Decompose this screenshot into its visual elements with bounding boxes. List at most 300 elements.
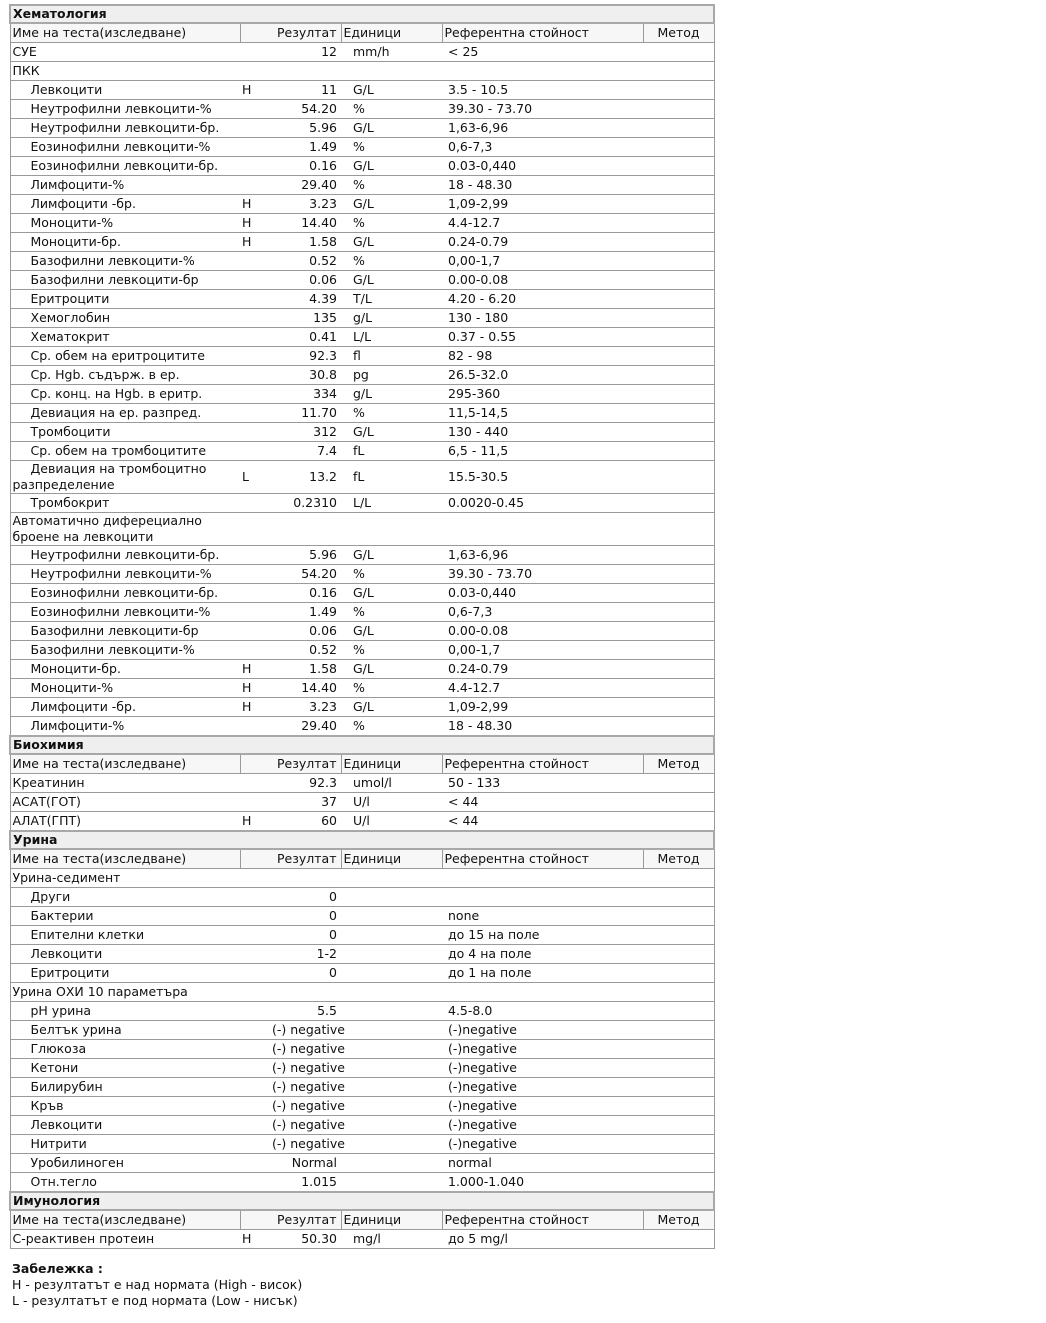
reference-range: до 5 mg/l bbox=[442, 1230, 643, 1249]
unit: G/L bbox=[341, 660, 442, 679]
reference-range: (-)negative bbox=[442, 1097, 643, 1116]
result: 7.4 bbox=[270, 442, 341, 461]
test-name: Левкоцити bbox=[10, 945, 240, 964]
method bbox=[643, 62, 714, 81]
flag bbox=[240, 385, 270, 404]
flag bbox=[240, 328, 270, 347]
result: 135 bbox=[270, 309, 341, 328]
table-row bbox=[10, 698, 714, 717]
method bbox=[643, 1078, 714, 1097]
method bbox=[643, 442, 714, 461]
unit: U/l bbox=[341, 812, 442, 832]
col-name: Име на теста(изследване) bbox=[10, 849, 240, 869]
reference-range: 39.30 - 73.70 bbox=[442, 100, 643, 119]
unit bbox=[341, 983, 442, 1002]
test-name: Базофилни левкоцити-% bbox=[10, 641, 240, 660]
method bbox=[643, 271, 714, 290]
method bbox=[643, 641, 714, 660]
unit: L/L bbox=[341, 328, 442, 347]
method bbox=[643, 385, 714, 404]
reference-range: 0.24-0.79 bbox=[442, 660, 643, 679]
reference-range bbox=[442, 513, 643, 546]
method bbox=[643, 1040, 714, 1059]
flag bbox=[240, 494, 270, 513]
result: 312 bbox=[270, 423, 341, 442]
col-method: Метод bbox=[643, 754, 714, 774]
test-name: Еозинофилни левкоцити-% bbox=[10, 603, 240, 622]
flag bbox=[240, 309, 270, 328]
reference-range: 0,00-1,7 bbox=[442, 252, 643, 271]
result: 0.06 bbox=[270, 622, 341, 641]
method bbox=[643, 793, 714, 812]
unit: fL bbox=[341, 442, 442, 461]
table-row bbox=[10, 100, 714, 119]
flag bbox=[240, 1002, 270, 1021]
unit bbox=[341, 1116, 442, 1135]
reference-range bbox=[442, 869, 643, 888]
table-row bbox=[10, 1040, 714, 1059]
flag: H bbox=[240, 679, 270, 698]
method bbox=[643, 1173, 714, 1193]
table-row bbox=[10, 423, 714, 442]
test-name: Креатинин bbox=[10, 774, 240, 793]
unit: % bbox=[341, 641, 442, 660]
unit: G/L bbox=[341, 81, 442, 100]
test-name: Урина ОХИ 10 параметъра bbox=[10, 983, 240, 1002]
method bbox=[643, 290, 714, 309]
result: 12 bbox=[270, 43, 341, 62]
test-name: Еозинофилни левкоцити-бр. bbox=[10, 584, 240, 603]
flag bbox=[240, 157, 270, 176]
method bbox=[643, 157, 714, 176]
result: 0 bbox=[270, 926, 341, 945]
unit: T/L bbox=[341, 290, 442, 309]
method bbox=[643, 328, 714, 347]
unit bbox=[341, 888, 442, 907]
table-row bbox=[10, 1135, 714, 1154]
unit: % bbox=[341, 214, 442, 233]
reference-range: 0.00-0.08 bbox=[442, 271, 643, 290]
unit: G/L bbox=[341, 195, 442, 214]
test-name: Уробилиноген bbox=[10, 1154, 240, 1173]
result: 5.5 bbox=[270, 1002, 341, 1021]
test-name: Неутрофилни левкоцити-% bbox=[10, 100, 240, 119]
flag: H bbox=[240, 698, 270, 717]
table-row bbox=[10, 774, 714, 793]
method bbox=[643, 43, 714, 62]
table-row bbox=[10, 233, 714, 252]
table-row bbox=[10, 1154, 714, 1173]
section-header bbox=[10, 1192, 714, 1210]
table-row bbox=[10, 404, 714, 423]
test-name: Други bbox=[10, 888, 240, 907]
unit: G/L bbox=[341, 622, 442, 641]
method bbox=[643, 176, 714, 195]
result: 11 bbox=[270, 81, 341, 100]
reference-range: < 44 bbox=[442, 793, 643, 812]
flag bbox=[240, 1097, 270, 1116]
method bbox=[643, 907, 714, 926]
note-line-low: L - резултатът е под нормата (Low - нисък) bbox=[12, 1293, 298, 1308]
reference-range: 4.20 - 6.20 bbox=[442, 290, 643, 309]
table-row bbox=[10, 157, 714, 176]
test-name: Еритроцити bbox=[10, 290, 240, 309]
col-unit: Единици bbox=[341, 1210, 442, 1230]
result: 14.40 bbox=[270, 214, 341, 233]
col-unit: Единици bbox=[341, 23, 442, 43]
col-method: Метод bbox=[643, 849, 714, 869]
note-title: Забележка : bbox=[12, 1261, 103, 1276]
col-name: Име на теста(изследване) bbox=[10, 23, 240, 43]
method bbox=[643, 945, 714, 964]
method bbox=[643, 309, 714, 328]
unit: % bbox=[341, 100, 442, 119]
col-result: Резултат bbox=[240, 849, 341, 869]
method bbox=[643, 622, 714, 641]
flag bbox=[240, 347, 270, 366]
result: 0 bbox=[270, 907, 341, 926]
unit: % bbox=[341, 717, 442, 737]
test-name: Епителни клетки bbox=[10, 926, 240, 945]
col-ref: Референтна стойност bbox=[442, 754, 643, 774]
test-name: Билирубин bbox=[10, 1078, 240, 1097]
reference-range: < 44 bbox=[442, 812, 643, 832]
flag bbox=[240, 252, 270, 271]
table-row bbox=[10, 565, 714, 584]
flag bbox=[240, 546, 270, 565]
unit bbox=[341, 1021, 442, 1040]
test-name: Левкоцити bbox=[10, 81, 240, 100]
flag bbox=[240, 513, 270, 546]
unit: % bbox=[341, 404, 442, 423]
table-row bbox=[10, 494, 714, 513]
table-row bbox=[10, 1173, 714, 1193]
unit bbox=[341, 926, 442, 945]
results-table bbox=[9, 4, 715, 1249]
section-title: Хематология bbox=[10, 5, 714, 23]
method bbox=[643, 233, 714, 252]
flag bbox=[240, 717, 270, 737]
method bbox=[643, 423, 714, 442]
test-name: ПКК bbox=[10, 62, 240, 81]
test-name: pH урина bbox=[10, 1002, 240, 1021]
flag bbox=[240, 945, 270, 964]
unit: % bbox=[341, 252, 442, 271]
unit: G/L bbox=[341, 233, 442, 252]
reference-range: 1,09-2,99 bbox=[442, 698, 643, 717]
result bbox=[270, 983, 341, 1002]
table-row bbox=[10, 603, 714, 622]
table-row bbox=[10, 1059, 714, 1078]
table-row bbox=[10, 1021, 714, 1040]
table-row bbox=[10, 793, 714, 812]
method bbox=[643, 404, 714, 423]
test-name: Тромбоцити bbox=[10, 423, 240, 442]
flag bbox=[240, 423, 270, 442]
method bbox=[643, 366, 714, 385]
result: 1.58 bbox=[270, 233, 341, 252]
test-name: Бактерии bbox=[10, 907, 240, 926]
test-name: Ср. обем на тромбоцитите bbox=[10, 442, 240, 461]
result: 11.70 bbox=[270, 404, 341, 423]
table-row bbox=[10, 945, 714, 964]
section-title: Биохимия bbox=[10, 736, 714, 754]
flag bbox=[240, 119, 270, 138]
method bbox=[643, 252, 714, 271]
reference-range: 18 - 48.30 bbox=[442, 717, 643, 737]
table-row bbox=[10, 81, 714, 100]
reference-range: 0.0020-0.45 bbox=[442, 494, 643, 513]
reference-range: 130 - 180 bbox=[442, 309, 643, 328]
table-row bbox=[10, 309, 714, 328]
col-name: Име на теста(изследване) bbox=[10, 754, 240, 774]
reference-range: 3.5 - 10.5 bbox=[442, 81, 643, 100]
method bbox=[643, 1059, 714, 1078]
reference-range bbox=[442, 983, 643, 1002]
col-method: Метод bbox=[643, 1210, 714, 1230]
method bbox=[643, 869, 714, 888]
table-row bbox=[10, 1002, 714, 1021]
flag: H bbox=[240, 1230, 270, 1249]
table-row bbox=[10, 43, 714, 62]
test-name: Неутрофилни левкоцити-бр. bbox=[10, 546, 240, 565]
flag bbox=[240, 1040, 270, 1059]
reference-range: 15.5-30.5 bbox=[442, 461, 643, 494]
column-header-row bbox=[10, 23, 714, 43]
result: 3.23 bbox=[270, 195, 341, 214]
unit: umol/l bbox=[341, 774, 442, 793]
reference-range: 0.37 - 0.55 bbox=[442, 328, 643, 347]
table-row bbox=[10, 176, 714, 195]
method bbox=[643, 983, 714, 1002]
unit: % bbox=[341, 138, 442, 157]
result: (-) negative bbox=[270, 1040, 341, 1059]
result: 0.16 bbox=[270, 584, 341, 603]
result: 1.015 bbox=[270, 1173, 341, 1193]
result: 0.06 bbox=[270, 271, 341, 290]
test-name: Лимфоцити -бр. bbox=[10, 698, 240, 717]
reference-range: 4.4-12.7 bbox=[442, 679, 643, 698]
reference-range: 0.24-0.79 bbox=[442, 233, 643, 252]
unit bbox=[341, 1135, 442, 1154]
test-name: Девиация на тромбоцитно разпределение bbox=[10, 461, 240, 494]
unit: % bbox=[341, 679, 442, 698]
method bbox=[643, 195, 714, 214]
unit: G/L bbox=[341, 698, 442, 717]
reference-range: (-)negative bbox=[442, 1059, 643, 1078]
reference-range: (-)negative bbox=[442, 1078, 643, 1097]
flag bbox=[240, 907, 270, 926]
test-name: Ср. Hgb. съдърж. в ер. bbox=[10, 366, 240, 385]
test-name: Кетони bbox=[10, 1059, 240, 1078]
method bbox=[643, 119, 714, 138]
col-ref: Референтна стойност bbox=[442, 1210, 643, 1230]
test-name: Базофилни левкоцити-бр bbox=[10, 622, 240, 641]
table-row bbox=[10, 195, 714, 214]
reference-range: 1,63-6,96 bbox=[442, 546, 643, 565]
section-title: Урина bbox=[10, 831, 714, 849]
result: 0.41 bbox=[270, 328, 341, 347]
column-header-row bbox=[10, 849, 714, 869]
method bbox=[643, 660, 714, 679]
unit: G/L bbox=[341, 423, 442, 442]
flag bbox=[240, 983, 270, 1002]
flag bbox=[240, 1021, 270, 1040]
method bbox=[643, 565, 714, 584]
reference-range: 11,5-14,5 bbox=[442, 404, 643, 423]
reference-range: до 4 на поле bbox=[442, 945, 643, 964]
result: (-) negative bbox=[270, 1135, 341, 1154]
reference-range: < 25 bbox=[442, 43, 643, 62]
reference-range: 4.4-12.7 bbox=[442, 214, 643, 233]
result: 92.3 bbox=[270, 774, 341, 793]
flag bbox=[240, 442, 270, 461]
test-name: Неутрофилни левкоцити-бр. bbox=[10, 119, 240, 138]
method bbox=[643, 81, 714, 100]
col-name: Име на теста(изследване) bbox=[10, 1210, 240, 1230]
table-row bbox=[10, 641, 714, 660]
flag bbox=[240, 1154, 270, 1173]
reference-range: 0.00-0.08 bbox=[442, 622, 643, 641]
table-row bbox=[10, 983, 714, 1002]
table-row bbox=[10, 138, 714, 157]
test-name: Тромбокрит bbox=[10, 494, 240, 513]
test-name: АЛАТ(ГПТ) bbox=[10, 812, 240, 832]
flag bbox=[240, 62, 270, 81]
flag bbox=[240, 1135, 270, 1154]
result: Normal bbox=[270, 1154, 341, 1173]
result: 1.58 bbox=[270, 660, 341, 679]
flag: H bbox=[240, 233, 270, 252]
col-method: Метод bbox=[643, 23, 714, 43]
col-ref: Референтна стойност bbox=[442, 23, 643, 43]
test-name: Автоматично диферециално броене на левкоцити bbox=[10, 513, 240, 546]
test-name: Еритроцити bbox=[10, 964, 240, 983]
unit bbox=[341, 1002, 442, 1021]
lab-results bbox=[9, 4, 713, 1249]
result: 30.8 bbox=[270, 366, 341, 385]
table-row bbox=[10, 622, 714, 641]
flag bbox=[240, 176, 270, 195]
table-row bbox=[10, 964, 714, 983]
flag bbox=[240, 603, 270, 622]
result: (-) negative bbox=[270, 1021, 341, 1040]
method bbox=[643, 926, 714, 945]
test-name: Хематокрит bbox=[10, 328, 240, 347]
unit bbox=[341, 1173, 442, 1193]
test-name: Нитрити bbox=[10, 1135, 240, 1154]
unit: mm/h bbox=[341, 43, 442, 62]
method bbox=[643, 546, 714, 565]
test-name: Кръв bbox=[10, 1097, 240, 1116]
test-name: С-реактивен протеин bbox=[10, 1230, 240, 1249]
reference-range: до 1 на поле bbox=[442, 964, 643, 983]
unit: G/L bbox=[341, 271, 442, 290]
flag: H bbox=[240, 195, 270, 214]
unit: G/L bbox=[341, 119, 442, 138]
table-row bbox=[10, 546, 714, 565]
result: 29.40 bbox=[270, 717, 341, 737]
test-name: Ср. конц. на Hgb. в еритр. bbox=[10, 385, 240, 404]
test-name: Отн.тегло bbox=[10, 1173, 240, 1193]
table-row bbox=[10, 1230, 714, 1249]
reference-range: 6,5 - 11,5 bbox=[442, 442, 643, 461]
flag bbox=[240, 622, 270, 641]
unit: U/l bbox=[341, 793, 442, 812]
reference-range: none bbox=[442, 907, 643, 926]
section-header bbox=[10, 5, 714, 23]
unit bbox=[341, 869, 442, 888]
reference-range: 1,63-6,96 bbox=[442, 119, 643, 138]
method bbox=[643, 584, 714, 603]
result bbox=[270, 513, 341, 546]
reference-range: 4.5-8.0 bbox=[442, 1002, 643, 1021]
method bbox=[643, 494, 714, 513]
result: 0.52 bbox=[270, 641, 341, 660]
test-name: Еозинофилни левкоцити-бр. bbox=[10, 157, 240, 176]
reference-range: 0,00-1,7 bbox=[442, 641, 643, 660]
test-name: АСАТ(ГОТ) bbox=[10, 793, 240, 812]
flag: H bbox=[240, 81, 270, 100]
reference-range: 50 - 133 bbox=[442, 774, 643, 793]
unit: pg bbox=[341, 366, 442, 385]
reference-range: 18 - 48.30 bbox=[442, 176, 643, 195]
method bbox=[643, 964, 714, 983]
result: 60 bbox=[270, 812, 341, 832]
flag bbox=[240, 584, 270, 603]
reference-range: 0.03-0,440 bbox=[442, 157, 643, 176]
test-name: Левкоцити bbox=[10, 1116, 240, 1135]
method bbox=[643, 1021, 714, 1040]
result: 0 bbox=[270, 964, 341, 983]
reference-range: (-)negative bbox=[442, 1040, 643, 1059]
method bbox=[643, 679, 714, 698]
col-unit: Единици bbox=[341, 849, 442, 869]
test-name: Хемоглобин bbox=[10, 309, 240, 328]
flag: H bbox=[240, 214, 270, 233]
reference-range: до 15 на поле bbox=[442, 926, 643, 945]
reference-range bbox=[442, 62, 643, 81]
table-row bbox=[10, 119, 714, 138]
test-name: Лимфоцити -бр. bbox=[10, 195, 240, 214]
table-row bbox=[10, 214, 714, 233]
flag bbox=[240, 43, 270, 62]
unit bbox=[341, 513, 442, 546]
flag bbox=[240, 1059, 270, 1078]
result: 1.49 bbox=[270, 603, 341, 622]
section-title: Имунология bbox=[10, 1192, 714, 1210]
test-name: Лимфоцити-% bbox=[10, 176, 240, 195]
reference-range: (-)negative bbox=[442, 1021, 643, 1040]
col-result: Резултат bbox=[240, 1210, 341, 1230]
method bbox=[643, 100, 714, 119]
method bbox=[643, 698, 714, 717]
flag bbox=[240, 888, 270, 907]
test-name: Ср. обем на еритроцитите bbox=[10, 347, 240, 366]
reference-range: 295-360 bbox=[442, 385, 643, 404]
method bbox=[643, 717, 714, 737]
test-name: Еозинофилни левкоцити-% bbox=[10, 138, 240, 157]
section-header bbox=[10, 831, 714, 849]
flag: H bbox=[240, 812, 270, 832]
test-name: Неутрофилни левкоцити-% bbox=[10, 565, 240, 584]
reference-range: 1,09-2,99 bbox=[442, 195, 643, 214]
unit bbox=[341, 1154, 442, 1173]
reference-range: (-)negative bbox=[442, 1135, 643, 1154]
footnote bbox=[12, 1261, 302, 1309]
method bbox=[643, 1135, 714, 1154]
unit bbox=[341, 945, 442, 964]
